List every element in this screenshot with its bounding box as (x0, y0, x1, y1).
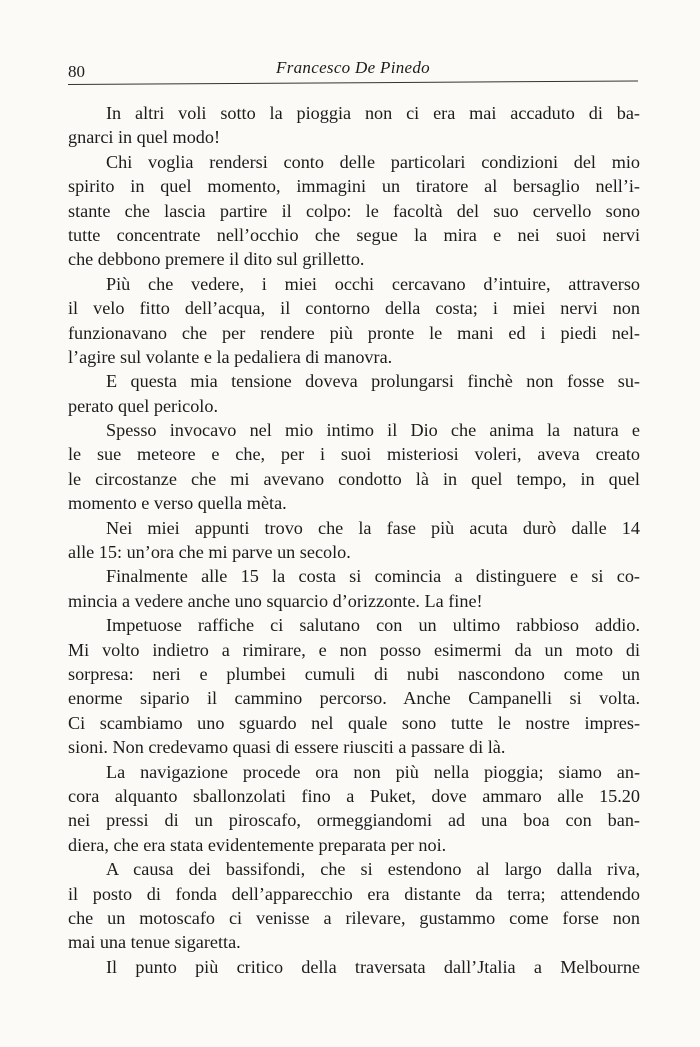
text-line: Più che vedere, i miei occhi cercavano d’intuire, attraverso (106, 273, 640, 294)
text-line: le sue meteore e che, per i suoi misteriosi voleri, aveva creato (68, 444, 640, 465)
text-line: nei pressi di un piroscafo, ormeggiandomi ad una boa con ban- (68, 810, 640, 831)
text-line: momento e verso quella mèta. (68, 493, 287, 514)
paragraph (68, 564, 640, 613)
paragraph (68, 150, 640, 272)
paragraph (68, 516, 640, 565)
text-line: alle 15: un’ora che mi parve un secolo. (68, 542, 351, 563)
text-line: l’agire sul volante e la pedaliera di manovra. (68, 346, 393, 367)
text-line: Impetuose raffiche ci salutano con un ultimo rabbioso addio. (106, 615, 640, 636)
text-line: enorme sipario il cammino percorso. Anche Campanelli si volta. (68, 688, 640, 709)
text-line: spirito in quel momento, immagini un tiratore al bersaglio nell’i- (68, 176, 640, 197)
paragraph (68, 857, 640, 955)
text-line: Chi voglia rendersi conto delle particolari condizioni del mio (106, 151, 640, 172)
paragraph (68, 101, 640, 150)
text-line: gnarci in quel modo! (68, 127, 221, 148)
text-line: stante che lascia partire il colpo: le facoltà del suo cervello sono (68, 200, 640, 221)
text-line: perato quel pericolo. (68, 395, 218, 416)
text-line: tutte concentrate nell’occhio che segue la mira e nei suoi nervi (68, 224, 640, 245)
page-header (68, 58, 638, 82)
text-line: Finalmente alle 15 la costa si comincia a distinguere e si co- (106, 566, 640, 587)
text-line: diera, che era stata evidentemente preparata per noi. (68, 834, 447, 855)
text-line: che debbono premere il dito sul grilletto. (68, 249, 365, 270)
text-line: sorpresa: neri e plumbei cumuli di nubi nascondono come un (68, 663, 640, 684)
running-title: Francesco De Pinedo (276, 58, 430, 77)
text-line: sioni. Non credevamo quasi di essere riusciti a passare di là. (68, 737, 506, 758)
text-line: le circostanze che mi avevano condotto là in quel tempo, in quel (68, 468, 640, 489)
text-line: Ci scambiamo uno sguardo nel quale sono tutte le nostre impres- (68, 712, 640, 733)
text-line: E questa mia tensione doveva prolungarsi finchè non fosse su- (106, 371, 640, 392)
text-line: A causa dei bassifondi, che si estendono al largo dalla riva, (106, 859, 640, 880)
body-text (68, 101, 640, 979)
text-line: Nei miei appunti trovo che la fase più acuta durò dalle 14 (106, 517, 640, 538)
text-line: In altri voli sotto la pioggia non ci era mai accaduto di ba- (106, 103, 640, 123)
paragraph (68, 760, 640, 858)
text-line: funzionavano che per rendere più pronte le mani ed i piedi nel- (68, 322, 640, 343)
paragraph (68, 955, 640, 979)
paragraph (68, 369, 640, 418)
paragraph (68, 272, 640, 370)
text-line: mai una tenue sigaretta. (68, 932, 241, 953)
text-line: il posto di fonda dell’apparecchio era distante da terra; attendendo (68, 883, 640, 904)
text-line: il velo fitto dell’acqua, il contorno della costa; i miei nervi non (68, 298, 640, 319)
text-line: Il punto più critico della traversata dall’Jtalia a Melbourne (106, 956, 640, 977)
text-line: La navigazione procede ora non più nella pioggia; siamo an- (106, 761, 640, 782)
text-line: cora alquanto sballonzolati fino a Puket, dove ammaro alle 15.20 (68, 785, 640, 806)
text-line: che un motoscafo ci venisse a rilevare, gustammo come forse non (68, 907, 640, 928)
paragraph (68, 613, 640, 759)
paragraph (68, 418, 640, 516)
text-line: Mi volto indietro a rimirare, e non posso esimermi da un moto di (68, 639, 640, 660)
text-line: mincia a vedere anche uno squarcio d’orizzonte. La fine! (68, 590, 483, 611)
text-line: Spesso invocavo nel mio intimo il Dio che anima la natura e (106, 420, 640, 441)
page-number: 80 (68, 62, 85, 81)
